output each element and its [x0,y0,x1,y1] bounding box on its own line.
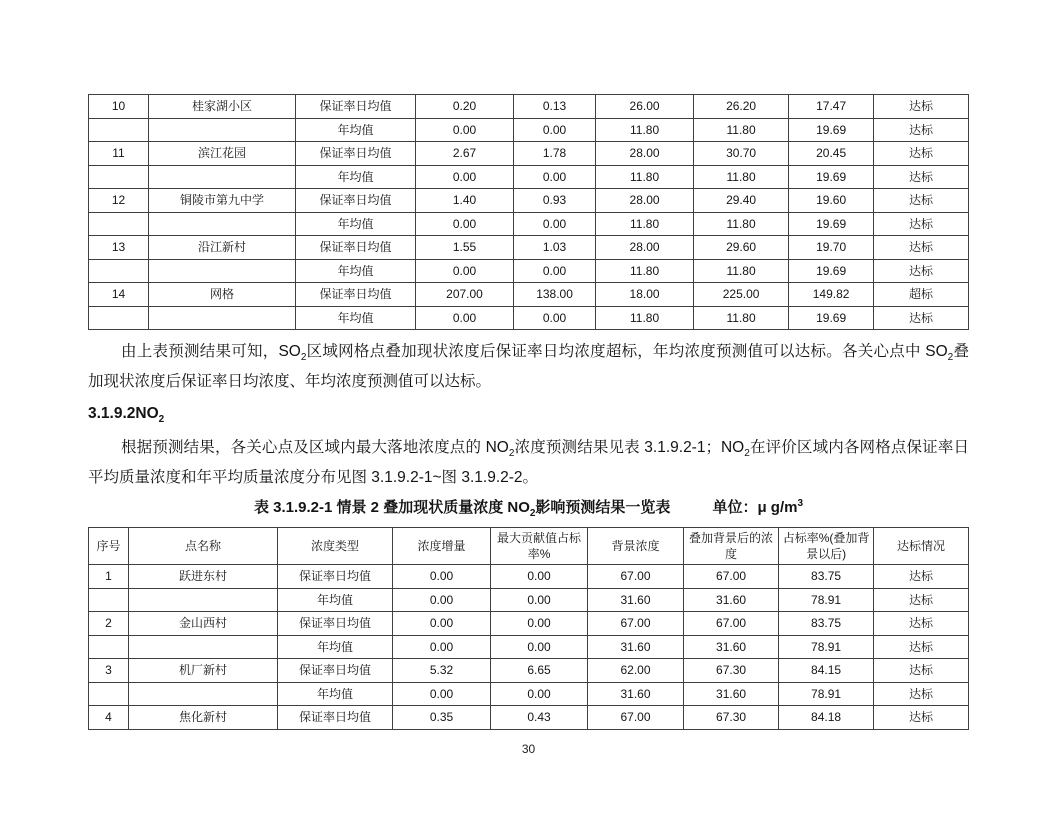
table-cell [89,165,149,189]
table-row [89,189,969,213]
table-cell: 年均值 [295,212,415,236]
table-cell: 67.30 [684,659,779,683]
table-cell: 0.20 [416,95,514,119]
table-cell: 保证率日均值 [295,142,415,166]
table-cell: 11.80 [596,212,694,236]
table-cell [149,165,296,189]
table-cell: 0.00 [416,165,514,189]
table-cell: 0.43 [491,706,588,730]
table-cell: 11.80 [694,165,789,189]
table-cell: 0.00 [393,635,491,659]
subscript: 2 [947,352,954,364]
page-number: 30 [521,742,536,756]
table-cell: 207.00 [416,283,514,307]
subscript: 2 [508,448,515,460]
table-cell: 达标 [874,259,969,283]
table-cell: 达标 [874,565,969,589]
table-cell: 31.60 [588,635,684,659]
table-cell [129,635,278,659]
column-header: 达标情况 [874,528,969,565]
table-cell: 28.00 [596,189,694,213]
table-cell [89,212,149,236]
table-cell: 0.00 [393,588,491,612]
table-cell: 桂家湖小区 [149,95,296,119]
table-row [89,706,969,730]
subscript: 2 [158,414,165,426]
table-cell: 0.13 [514,95,596,119]
table-cell: 31.60 [684,588,779,612]
table-cell: 31.60 [684,635,779,659]
table-cell: 31.60 [588,682,684,706]
table-cell: 达标 [874,212,969,236]
table-cell: 67.00 [684,565,779,589]
table-row [89,659,969,683]
table-cell: 30.70 [694,142,789,166]
table-cell: 11.80 [694,212,789,236]
title-text: 影响预测结果一览表 [535,499,671,516]
table-cell: 29.40 [694,189,789,213]
table-cell [89,306,149,330]
table-row [89,635,969,659]
table-cell: 28.00 [596,142,694,166]
column-header: 最大贡献值占标率% [491,528,588,565]
column-header: 占标率%(叠加背景以后) [779,528,874,565]
subscript: 2 [300,352,307,364]
table-row [89,682,969,706]
table-cell: 0.00 [514,306,596,330]
table-row [89,588,969,612]
table-cell: 保证率日均值 [278,612,393,636]
table-cell: 11.80 [596,259,694,283]
table-cell: 0.00 [393,682,491,706]
unit-label [712,499,803,516]
table-cell: 10 [89,95,149,119]
table-cell: 29.60 [694,236,789,260]
section-heading-no2 [88,402,969,426]
table-cell [149,118,296,142]
table-cell: 11.80 [596,306,694,330]
table-cell: 年均值 [295,259,415,283]
table-cell: 19.69 [789,118,874,142]
table-cell: 保证率日均值 [278,565,393,589]
table-cell: 67.00 [684,612,779,636]
table-cell: 2.67 [416,142,514,166]
table-cell: 4 [89,706,129,730]
table-cell: 达标 [874,682,969,706]
table-cell: 达标 [874,165,969,189]
table-cell: 0.00 [491,565,588,589]
table-cell: 83.75 [779,612,874,636]
table-cell: 沿江新村 [149,236,296,260]
table-cell: 67.00 [588,565,684,589]
table-cell: 19.60 [789,189,874,213]
column-header: 序号 [89,528,129,565]
title-text: 表 3.1.9.2-1 情景 2 叠加现状质量浓度 NO [253,499,530,516]
table-cell: 1.03 [514,236,596,260]
table-cell: 年均值 [278,682,393,706]
page-content [88,94,969,730]
table-cell: 0.00 [514,212,596,236]
no2-prediction-table [88,527,969,730]
table-cell: 26.20 [694,95,789,119]
table-cell: 滨江花园 [149,142,296,166]
superscript: 3 [797,498,804,509]
text-run: 由上表预测结果可知，SO [121,343,301,360]
no2-table-head [89,528,969,565]
table-cell: 超标 [874,283,969,307]
table-cell: 62.00 [588,659,684,683]
table-cell: 11.80 [694,306,789,330]
so2-summary-paragraph [88,337,969,397]
table-cell: 年均值 [278,588,393,612]
table-cell: 225.00 [694,283,789,307]
table-row [89,165,969,189]
table-cell: 达标 [874,236,969,260]
table-cell: 11 [89,142,149,166]
table-cell: 网格 [149,283,296,307]
table-cell: 达标 [874,706,969,730]
subscript: 2 [744,448,750,460]
table-cell: 达标 [874,306,969,330]
table-cell: 5.32 [393,659,491,683]
table-cell: 14 [89,283,149,307]
table-cell: 0.00 [491,635,588,659]
table-row [89,95,969,119]
table-cell: 19.70 [789,236,874,260]
no2-table-title [88,497,969,519]
table-cell: 17.47 [789,95,874,119]
table-row [89,259,969,283]
table-cell: 19.69 [789,306,874,330]
table-cell: 跃进东村 [129,565,278,589]
table-cell [149,306,296,330]
table-cell: 67.30 [684,706,779,730]
table-cell: 0.00 [491,682,588,706]
table-cell: 保证率日均值 [295,189,415,213]
table-cell: 19.69 [789,165,874,189]
table-cell: 年均值 [278,635,393,659]
table-cell: 保证率日均值 [295,283,415,307]
table-cell: 1 [89,565,129,589]
table-cell: 0.00 [491,588,588,612]
table-cell: 11.80 [694,118,789,142]
table-cell: 达标 [874,95,969,119]
table-cell [149,212,296,236]
table-cell [129,588,278,612]
table-row [89,306,969,330]
table-cell [149,259,296,283]
table-cell: 保证率日均值 [278,706,393,730]
table-cell: 金山西村 [129,612,278,636]
table-cell: 焦化新村 [129,706,278,730]
no2-table-body [89,565,969,730]
unit-text: 单位：μ g/m [712,499,798,516]
table-row [89,612,969,636]
table-cell: 保证率日均值 [295,236,415,260]
table-cell: 保证率日均值 [278,659,393,683]
table-cell: 78.91 [779,682,874,706]
table-cell: 1.55 [416,236,514,260]
table-cell [129,682,278,706]
subscript: 2 [529,508,536,519]
table-cell: 保证率日均值 [295,95,415,119]
table-row [89,236,969,260]
table-header-row [89,528,969,565]
text-run: 区域网格点叠加现状浓度后保证率日均浓度超标，年均浓度预测值可以达标。各关心点中 SO [306,343,948,360]
text-run: 根据预测结果，各关心点及区域内最大落地浓度点的 NO [121,439,509,456]
column-header: 背景浓度 [588,528,684,565]
table-cell: 83.75 [779,565,874,589]
table-cell: 78.91 [779,588,874,612]
no2-intro-paragraph [88,433,969,493]
table-row [89,283,969,307]
table-cell: 0.00 [393,612,491,636]
table-cell: 1.78 [514,142,596,166]
table-cell: 0.00 [491,612,588,636]
table-cell: 11.80 [596,165,694,189]
table-cell [89,118,149,142]
table-cell: 149.82 [789,283,874,307]
table-cell: 0.00 [514,118,596,142]
table-cell: 2 [89,612,129,636]
table-cell: 0.00 [416,306,514,330]
table-cell: 18.00 [596,283,694,307]
table-cell: 达标 [874,189,969,213]
table-cell: 84.18 [779,706,874,730]
table-cell [89,588,129,612]
table-cell: 年均值 [295,306,415,330]
table-row [89,142,969,166]
table-cell: 67.00 [588,706,684,730]
table-cell: 达标 [874,659,969,683]
table-cell: 年均值 [295,118,415,142]
table-cell: 达标 [874,635,969,659]
text-run: 在评价区域内各网格点保证率日平均质量浓度和年平均质量浓度分布见图 3.1.9.2-1~图 3.1.9.2-2。 [88,439,969,486]
table-cell: 年均值 [295,165,415,189]
table-cell: 3 [89,659,129,683]
text-run: 叠加现状浓度后保证率日均浓度、年均浓度预测值可以达标。 [88,343,969,390]
table-cell: 84.15 [779,659,874,683]
heading-text: 3.1.9.2NO [88,405,159,422]
table-cell: 11.80 [694,259,789,283]
table-cell [89,635,129,659]
table-row [89,212,969,236]
text-run: 浓度预测结果见表 3.1.9.2-1；NO [514,439,745,456]
table-cell: 0.93 [514,189,596,213]
table-cell: 28.00 [596,236,694,260]
table-cell: 0.00 [514,259,596,283]
table-cell: 11.80 [596,118,694,142]
table-cell: 20.45 [789,142,874,166]
table-cell: 12 [89,189,149,213]
table-cell: 31.60 [588,588,684,612]
table-cell: 0.35 [393,706,491,730]
table-cell: 0.00 [393,565,491,589]
column-header: 浓度增量 [393,528,491,565]
table-cell: 0.00 [416,212,514,236]
table-cell: 0.00 [416,259,514,283]
table-cell: 6.65 [491,659,588,683]
table-row [89,565,969,589]
table-cell: 达标 [874,612,969,636]
table-cell: 67.00 [588,612,684,636]
table-cell: 0.00 [514,165,596,189]
column-header: 浓度类型 [278,528,393,565]
table-cell [89,682,129,706]
so2-table-body [89,95,969,330]
table-cell: 19.69 [789,259,874,283]
table-cell: 78.91 [779,635,874,659]
column-header: 叠加背景后的浓度 [684,528,779,565]
table-cell: 19.69 [789,212,874,236]
table-cell: 达标 [874,588,969,612]
table-cell: 达标 [874,142,969,166]
column-header: 点名称 [129,528,278,565]
table-cell: 31.60 [684,682,779,706]
table-row [89,118,969,142]
table-cell [89,259,149,283]
table-cell: 13 [89,236,149,260]
table-cell: 达标 [874,118,969,142]
table-cell: 铜陵市第九中学 [149,189,296,213]
table-cell: 机厂新村 [129,659,278,683]
table-cell: 0.00 [416,118,514,142]
table-cell: 138.00 [514,283,596,307]
so2-prediction-table [88,94,969,330]
table-cell: 26.00 [596,95,694,119]
table-cell: 1.40 [416,189,514,213]
